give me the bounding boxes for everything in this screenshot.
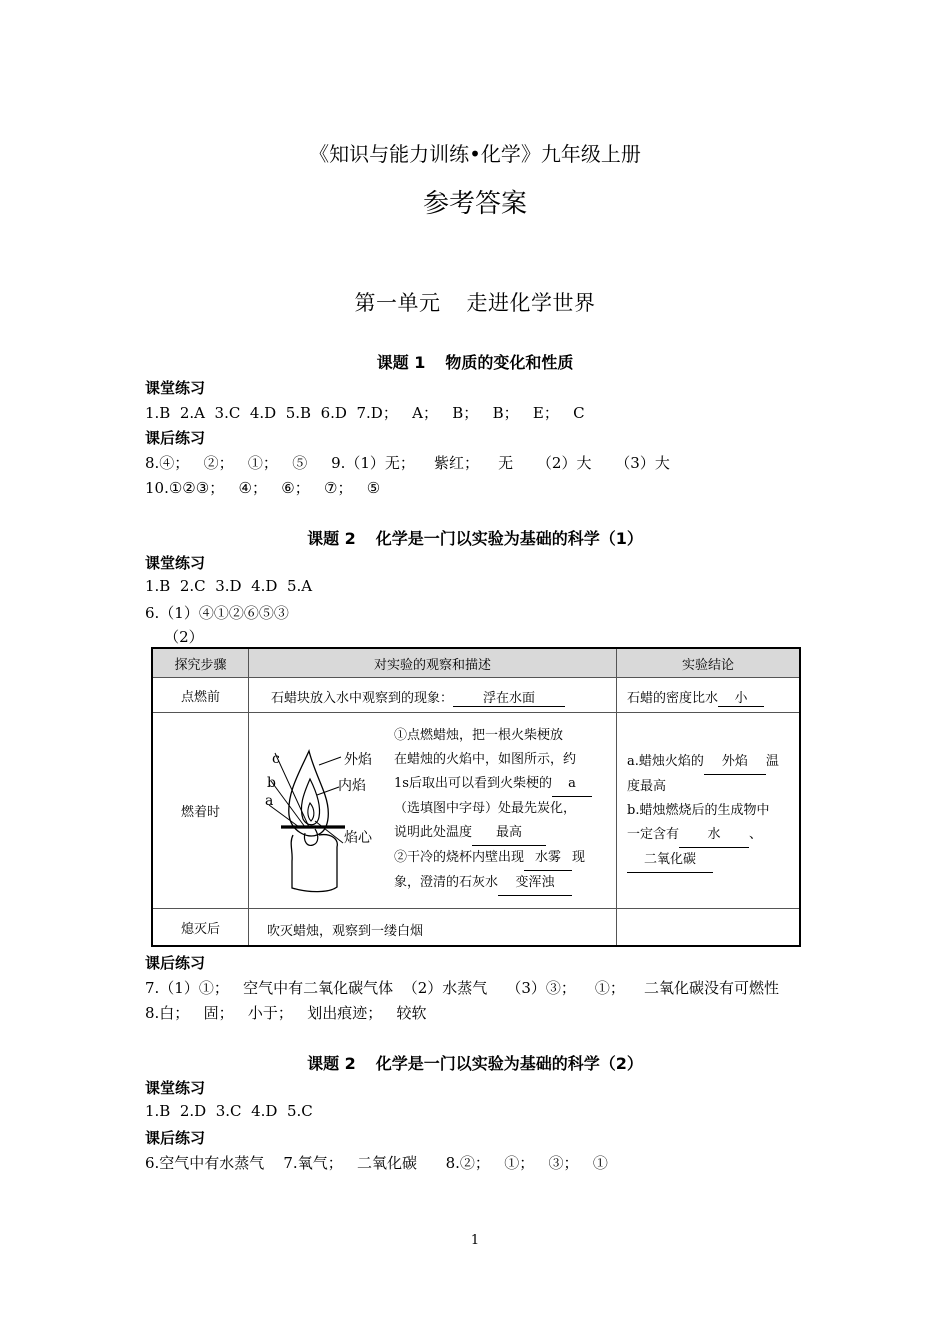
label-c: c [272,751,280,767]
concl-answer-water: 水 [679,823,749,848]
unit-name: 走进化学世界 [466,291,596,315]
label-flame-core: 焰心 [344,830,372,846]
lesson-2b-class-answers: 1.B 2.D 3.C 4.D 5.C [145,1102,313,1120]
obs-answer-position: a [552,772,592,797]
header-conclusion: 实验结论 [681,657,734,673]
obs-burning-line-4: （选填图中字母）处最先炭化， [394,801,577,816]
lesson-2a-after-line-2: 8.白； 固； 小于； 划出痕迹； 较软 [145,1004,427,1022]
obs-burning-line-1: ①点燃蜡烛，把一根火柴梗放 [394,728,564,743]
concl-burning-line-3: b.蜡烛燃烧后的生成物中 [627,803,770,818]
observation-burning [249,713,617,908]
header-observation: 对实验的观察和描述 [249,649,617,677]
concl-burning-line-5 [627,848,779,873]
lesson-2b-name: 化学是一门以实验为基础的科学（2） [375,1054,643,1073]
table-row-before [153,677,799,712]
lesson-1-class-label: 课堂练习 [145,379,206,397]
obs-burning-text [394,724,592,896]
label-b: b [267,775,276,791]
obs-extinguished-text: 吹灭蜡烛，观察到一缕白烟 [267,924,424,939]
obs-burning-line-7: 象，澄清的石灰水 变浑浊 [394,871,592,896]
lesson-2a-number: 课题 2 [307,529,356,548]
table-row-burning [153,712,799,908]
lesson-2a-class-answers: 1.B 2.C 3.D 4.D 5.A [145,577,313,595]
conclusion-extinguished [617,909,799,945]
table-row-extinguished [153,908,799,945]
label-outer-flame: 外焰 [344,752,372,768]
lesson-2a-class-label: 课堂练习 [145,554,206,572]
lesson-2a-q6-line-2: （2） [145,628,204,646]
lesson-1-name: 物质的变化和性质 [445,353,574,372]
lesson-2a-heading [0,526,950,549]
concl-burning-line-2: 度最高 [627,779,667,794]
experiment-table [151,647,801,947]
concl-answer-outer-flame: 外焰 [704,750,766,775]
lesson-1-after-line-2: 10.①②③； ④； ⑥； ⑦； ⑤ [145,479,381,497]
lesson-2b-after-label: 课后练习 [145,1129,206,1147]
concl-burning-line-1: a.蜡烛火焰的 外焰 温 [627,750,779,775]
lesson-2a-q6-line-1: 6.（1）④①②⑥⑤③ [145,604,289,622]
lesson-2a-after-label: 课后练习 [145,954,206,972]
label-a: a [265,793,274,809]
concl-burning-line-4: 一定含有 水 、 [627,823,779,848]
lesson-1-heading [0,350,950,373]
lesson-2a-name: 化学是一门以实验为基础的科学（1） [375,529,643,548]
concl-answer-co2: 二氧化碳 [627,848,713,873]
obs-before-answer: 浮在水面 [453,687,565,707]
concl-before-text: 石蜡的密度比水 [627,691,719,706]
lesson-2b-heading [0,1051,950,1074]
lesson-1-after-line-1: 8.④； ②； ①； ⑤ 9.（1）无； 紫红； 无 （2）大 （3）大 [145,454,670,472]
lesson-1-after-label: 课后练习 [145,429,206,447]
label-inner-flame: 内焰 [338,778,366,794]
unit-heading [0,287,950,317]
concl-burning-text [627,750,779,873]
obs-burning-line-3: 1s后取出可以看到火柴梗的 a [394,772,592,797]
lesson-2b-after-line-1: 6.空气中有水蒸气 7.氧气； 二氧化碳 8.②； ①； ③； ① [145,1154,608,1172]
obs-answer-water-mist: 水雾 [524,846,572,871]
lesson-1-class-answers: 1.B 2.A 3.C 4.D 5.B 6.D 7.D； A； B； B； E； C [145,404,585,422]
lesson-1-number: 课题 1 [376,353,426,372]
observation-extinguished [249,909,617,945]
header-step: 探究步骤 [153,649,249,677]
document-title: 《知识与能力训练•化学》九年级上册 [309,142,641,166]
observation-before [249,678,617,712]
lesson-2b-number: 课题 2 [307,1054,356,1073]
conclusion-burning [617,713,799,908]
concl-before-answer: 小 [718,687,764,707]
obs-burning-line-2: 在蜡烛的火焰中，如图所示，约 [394,752,577,767]
unit-label: 第一单元 [354,291,441,315]
lesson-2b-class-label: 课堂练习 [145,1079,206,1097]
table-header-row [153,649,799,677]
step-extinguished: 熄灭后 [153,909,249,945]
obs-before-text: 石蜡块放入水中观察到的现象： [271,691,454,706]
document-subtitle: 参考答案 [422,189,527,219]
step-burning: 燃着时 [153,713,249,908]
obs-burning-line-6: ②干冷的烧杯内壁出现 水雾 现 [394,846,592,871]
conclusion-before [617,678,799,712]
obs-answer-temperature: 最高 [472,821,546,846]
page-number: 1 [470,1233,480,1248]
obs-answer-limewater: 变浑浊 [498,871,572,896]
obs-burning-line-5: 说明此处温度 最高 [394,821,592,846]
lesson-2a-after-line-1: 7.（1）①； 空气中有二氧化碳气体 （2）水蒸气 （3）③； ①； 二氧化碳没有可燃性 [145,979,780,997]
step-before: 点燃前 [153,678,249,712]
